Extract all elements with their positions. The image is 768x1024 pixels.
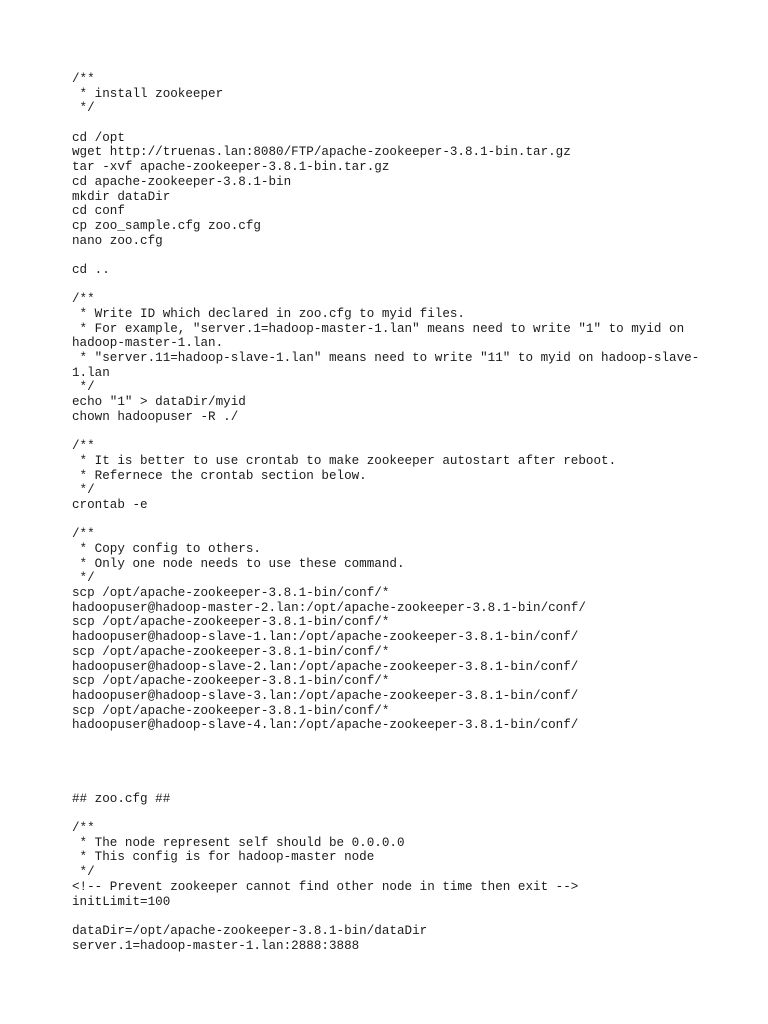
code-line: 1.lan [72,365,110,380]
code-line: * Refernece the crontab section below. [72,468,367,483]
code-line: hadoopuser@hadoop-master-2.lan:/opt/apache-zookeeper-3.8.1-bin/conf/ [72,600,586,615]
code-line: /** [72,821,95,836]
code-line: * Write ID which declared in zoo.cfg to myid files. [72,307,465,321]
code-line: <!-- Prevent zookeeper cannot find other node in time then exit --> [72,879,579,894]
code-line: */ [72,865,95,880]
code-line: cp zoo_sample.cfg zoo.cfg [72,218,261,233]
code-line: hadoop-master-1.lan. [72,336,224,351]
code-line [72,733,712,748]
code-line: * This config is for hadoop-master node [72,850,375,865]
code-line: cd /opt [72,130,125,145]
code-line [72,762,712,777]
code-line: */ [72,101,95,116]
document-page [72,72,712,953]
code-line: chown hadoopuser -R ./ [72,409,239,424]
code-line: hadoopuser@hadoop-slave-3.lan:/opt/apache-zookeeper-3.8.1-bin/conf/ [72,688,579,703]
code-line [72,425,712,440]
code-line: cd conf [72,204,125,219]
code-line: */ [72,483,95,498]
code-line: /** [72,72,95,86]
code-line: scp /opt/apache-zookeeper-3.8.1-bin/conf/* [72,644,390,659]
code-line: /** [72,439,95,454]
code-line [72,748,712,763]
code-line: cd .. [72,262,110,277]
code-line [72,909,712,924]
code-line: * The node represent self should be 0.0.0.0 [72,835,405,850]
code-line: * "server.11=hadoop-slave-1.lan" means need to write "11" to myid on hadoop-slave- [72,351,700,366]
code-line: dataDir=/opt/apache-zookeeper-3.8.1-bin/dataDir [72,923,428,938]
code-line: */ [72,380,95,395]
code-line: echo "1" > dataDir/myid [72,395,246,410]
code-line: * Only one node needs to use these command. [72,556,405,571]
code-line: * Copy config to others. [72,542,261,556]
code-line [72,116,712,131]
code-line: hadoopuser@hadoop-slave-1.lan:/opt/apache-zookeeper-3.8.1-bin/conf/ [72,630,579,645]
code-line: scp /opt/apache-zookeeper-3.8.1-bin/conf/* [72,674,390,689]
code-line: server.1=hadoop-master-1.lan:2888:3888 [72,938,360,953]
code-line: initLimit=100 [72,894,171,909]
code-line: * install zookeeper [72,86,224,101]
code-line: * It is better to use crontab to make zookeeper autostart after reboot. [72,453,617,468]
code-line [72,248,712,263]
code-block [72,72,712,953]
code-line [72,806,712,821]
code-line [72,777,712,792]
code-line: hadoopuser@hadoop-slave-2.lan:/opt/apache-zookeeper-3.8.1-bin/conf/ [72,659,579,674]
code-line: mkdir dataDir [72,189,171,204]
code-line: * For example, "server.1=hadoop-master-1.lan" means need to write "1" to myid on [72,321,685,336]
code-line: scp /opt/apache-zookeeper-3.8.1-bin/conf/* [72,703,390,718]
code-line: ## zoo.cfg ## [72,791,171,806]
code-line: hadoopuser@hadoop-slave-4.lan:/opt/apache-zookeeper-3.8.1-bin/conf/ [72,718,579,733]
code-line: */ [72,571,95,586]
code-line: cd apache-zookeeper-3.8.1-bin [72,174,292,189]
code-line [72,278,712,293]
code-line [72,513,712,528]
code-line: /** [72,527,95,542]
code-line: nano zoo.cfg [72,233,163,248]
code-line: crontab -e [72,497,148,512]
code-line: scp /opt/apache-zookeeper-3.8.1-bin/conf/* [72,586,390,601]
code-line: scp /opt/apache-zookeeper-3.8.1-bin/conf/* [72,615,390,630]
code-line: wget http://truenas.lan:8080/FTP/apache-zookeeper-3.8.1-bin.tar.gz [72,145,571,160]
code-line: tar -xvf apache-zookeeper-3.8.1-bin.tar.gz [72,160,390,175]
code-line: /** [72,292,95,307]
